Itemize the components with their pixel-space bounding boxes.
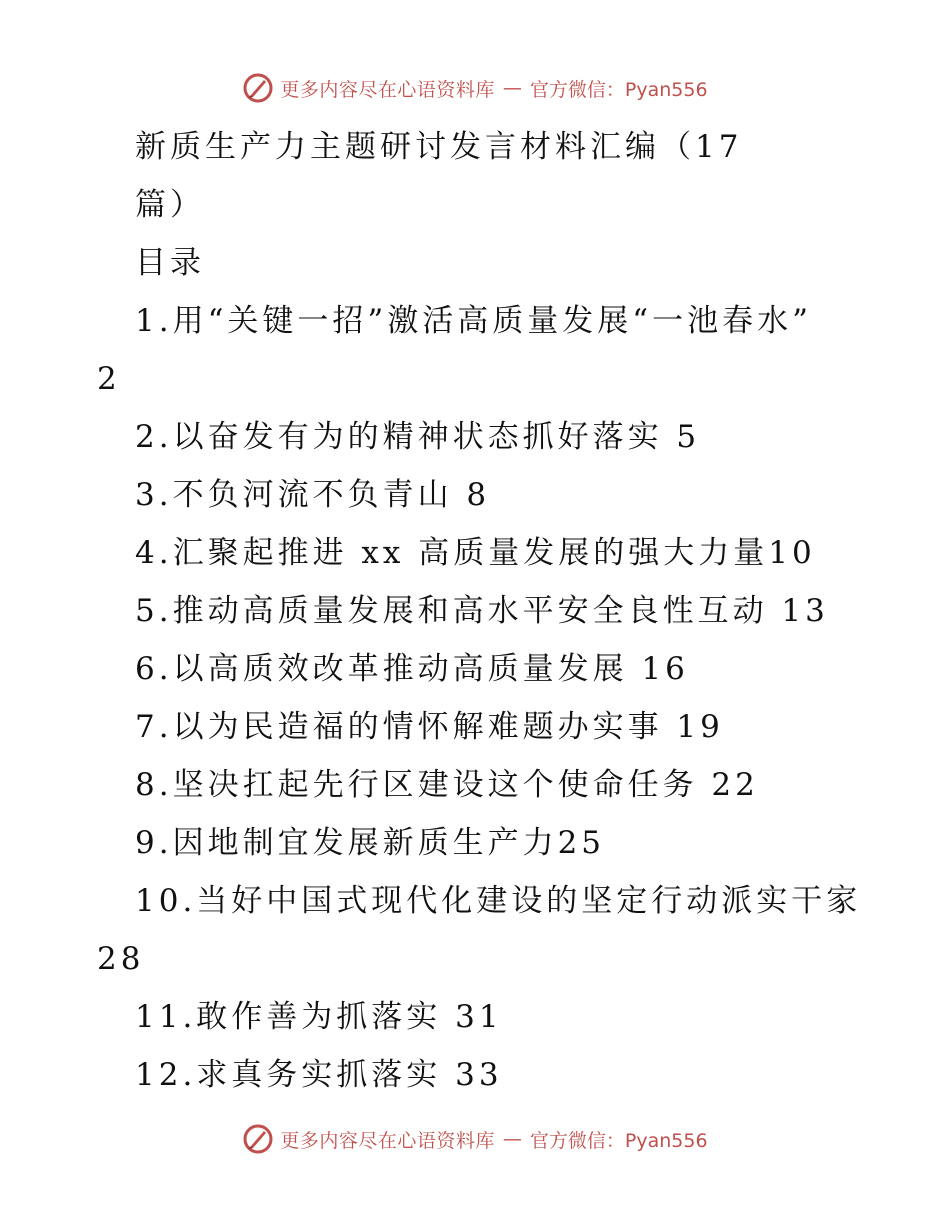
document-body [0,118,950,1104]
toc-entry: 8.坚决扛起先行区建设这个使命任务 22 [135,767,759,803]
quill-logo-icon [242,1123,274,1155]
watermark-site-text: 更多内容尽在心语资料库 [280,1129,495,1152]
toc-entry: 11.敢作善为抓落实 31 [135,999,503,1035]
quill-logo-icon [242,72,274,104]
watermark-banner-top [0,72,950,104]
watermark-separator: — [502,77,522,99]
toc-entry-page: 28 [97,941,145,977]
watermark-separator: — [502,1128,522,1150]
toc-entry: 7.以为民造福的情怀解难题办实事 19 [135,709,724,745]
toc-entry: 9.因地制宜发展新质生产力25 [135,825,606,861]
document-title-line1: 新质生产力主题研讨发言材料汇编（17 [135,129,743,165]
toc-entry: 6.以高质效改革推动高质量发展 16 [135,651,689,687]
toc-entry: 1.用“关键一招”激活高质量发展“一池春水” [135,303,812,339]
toc-heading: 目录 [135,245,205,281]
toc-entry: 10.当好中国式现代化建设的坚定行动派实干家 [135,883,862,919]
document-title-line2: 篇） [135,187,205,223]
watermark-wechat-text: 官方微信：Pyan556 [529,1129,708,1152]
watermark-wechat-text: 官方微信：Pyan556 [529,78,708,101]
toc-entry: 2.以奋发有为的精神状态抓好落实 5 [135,419,701,455]
toc-entry: 5.推动高质量发展和高水平安全良性互动 13 [135,593,829,629]
watermark-site-text: 更多内容尽在心语资料库 [280,78,495,101]
toc-entry: 12.求真务实抓落实 33 [135,1057,503,1093]
toc-entry-page: 2 [97,361,121,397]
toc-entry: 3.不负河流不负青山 8 [135,477,491,513]
toc-entry: 4.汇聚起推进 xx 高质量发展的强大力量10 [135,535,816,571]
watermark-banner-bottom [0,1123,950,1155]
